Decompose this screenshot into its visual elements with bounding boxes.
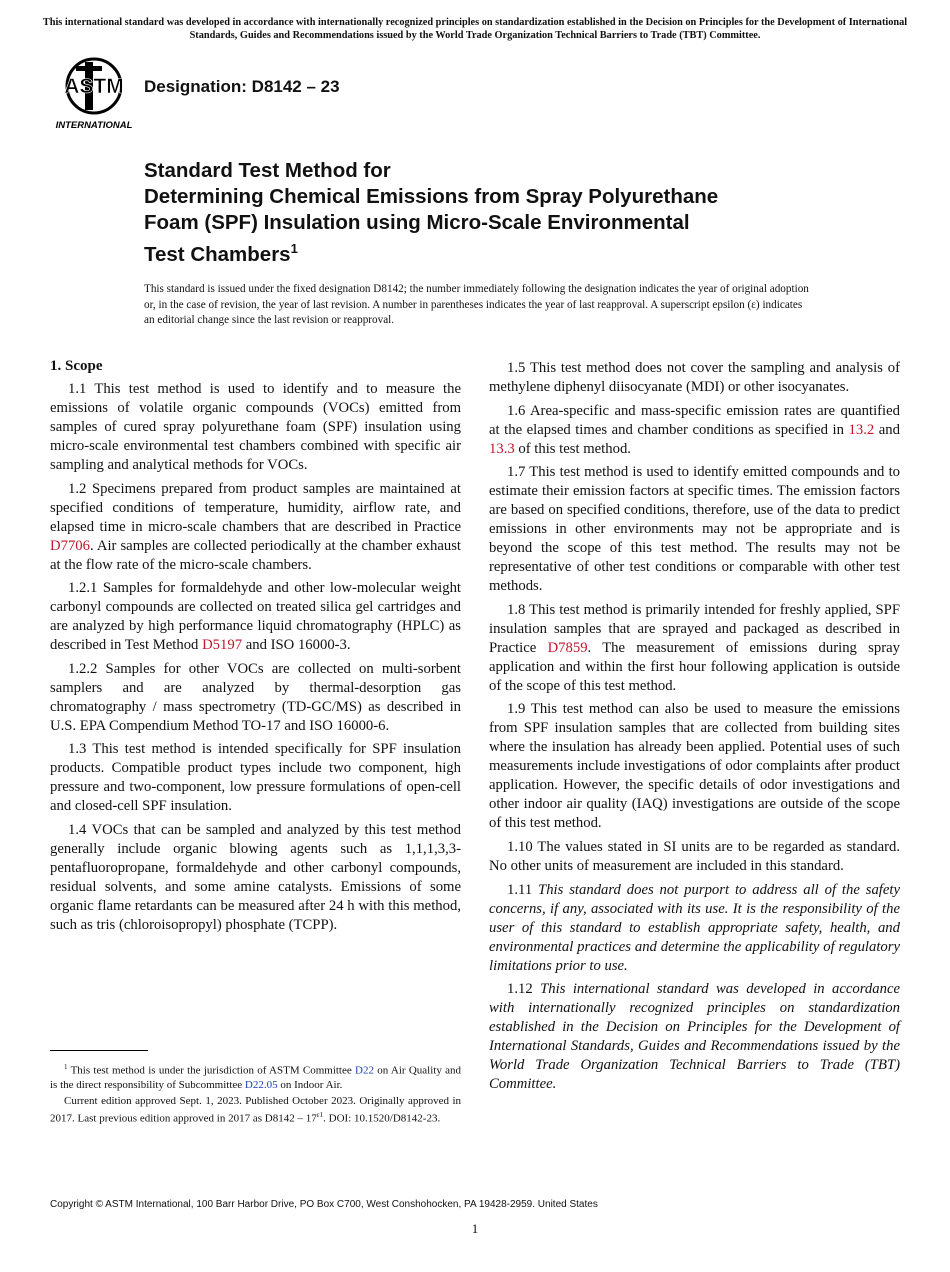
section-heading-scope: 1. Scope [50,358,103,374]
paragraph-1-6-text-a: 1.6 Area-specific and mass-specific emission rates are quantified at the elapsed times and chamber conditions as specified in [489,402,900,438]
paragraph-1-9: 1.9 This test method can also be used to measure the emissions from SPF insulation samples that are collected from building sites where the insulation has already been applied. Potential uses of such measurements include investigations of odor complaints after product application. However, the specific details of odor investigations and other indoor air quality (IAQ) investigations are outside of the scope of this test method. [489,701,900,832]
footnote-divider [50,1050,148,1051]
link-13-2[interactable]: 13.2 [848,421,875,438]
paragraph-1-2-2: 1.2.2 Samples for other VOCs are collected on multi-sorbent samplers and are analyzed by thermal-desorption gas chromatography / mass spectrometry (TD-GC/MS) as described in U.S. EPA Compendium Method TO-17 and ISO 16000-6. [50,660,461,734]
paragraph-1-2-text-a: 1.2 Specimens prepared from product samples are maintained at specified conditions of temperature, humidity, airflow rate, and elapsed time in micro-scale chambers that are described in Practice [50,480,461,535]
right-column [489,359,900,1099]
footnote-1 [50,1060,461,1093]
paragraph-1-6 [489,402,900,459]
paragraph-1-11-number: 1.11 [507,881,539,898]
paragraph-1-3: 1.3 This test method is intended specifically for SPF insulation products. Compatible product types include two component, high pressure and two-component, low pressure formulations of open-cell and closed-cell SPF insulation. [50,741,461,815]
page-number: 1 [471,1221,479,1236]
paragraph-1-5: 1.5 This test method does not cover the sampling and analysis of methylene diphenyl diisocyanate (MDI) or other isocyanates. [489,360,900,395]
issued-under-statement: This standard is issued under the fixed designation D8142; the number immediately following the designation indicates the year of original adoption or, in the case of revision, the year of last revision. A number in parentheses indicates the year of last reapproval. A superscript epsilon (ε) indicates an editorial change since the last revision or reapproval. [144,283,809,326]
paragraph-1-2 [50,480,461,575]
paragraph-1-12-text: This international standard was developed in accordance with internationally recognized principles on standardization established in the Decision on Principles for the Development of International Standards, Guides and Recommendations issued by the World Trade Organization Technical Barriers to Trade (TBT) Committee. [489,981,900,1093]
paragraph-1-8 [489,601,900,696]
title-line-4-text: Test Chambers [144,242,291,266]
paragraph-1-10: 1.10 The values stated in SI units are to be regarded as standard. No other units of measurement are included in this standard. [489,838,900,874]
document-title [144,158,844,268]
title-line-4 [144,236,844,268]
footnote-edition [50,1094,461,1127]
paragraph-1-2-1 [50,579,461,655]
footnote-mark: 1 [64,1063,68,1071]
footnote-epsilon: ε1 [316,1111,324,1120]
paragraph-1-12 [489,980,900,1094]
logo-subtext: INTERNATIONAL [55,120,133,131]
title-line-3: Foam (SPF) Insulation using Micro-Scale Environmental [144,211,690,234]
left-column [50,357,461,940]
footnote-1-text-c: on Indoor Air. [277,1079,343,1092]
footnote-1-text-b: on Air Quality and is the direct responsibility of Subcommittee [50,1064,461,1092]
paragraph-1-11-text: This standard does not purport to address all of the safety concerns, if any, associated with its use. It is the responsibility of the user of this standard to establish appropriate safety, health, and environmental practices and determine the applicability of regulatory limitations prior to use. [489,881,900,974]
link-13-3[interactable]: 13.3 [489,440,515,457]
footnote-edition-text-b: . DOI: 10.1520/D8142-23. [323,1112,441,1125]
title-footnote-mark: 1 [290,241,298,256]
tbt-notice: This international standard was developed in accordance with internationally recognized principles on standardization established in the Decision on Principles for the Development of International Standards, Guides and Recommendations issued by the World Trade Organization Technical Barriers to Trade (TBT) Committee. [42,17,908,41]
designation: Designation: D8142 – 23 [144,77,340,96]
paragraph-1-2-1-text-a: 1.2.1 Samples for formaldehyde and other low-molecular weight carbonyl compounds are collected on treated silica gel cartridges and are analyzed by high performance liquid chromatography (HPLC) as described in Test Method [50,580,461,654]
astm-international-logo [52,56,136,132]
paragraph-1-11 [489,881,900,976]
title-line-1: Standard Test Method for [144,159,391,182]
copyright-line: Copyright © ASTM International, 100 Barr Harbor Drive, PO Box C700, West Conshohocken, PA 19428-2959. United States [50,1199,598,1210]
paragraph-1-6-and: and [874,421,900,438]
footnote-1-text-a: This test method is under the jurisdiction of ASTM Committee [67,1064,356,1077]
link-d5197[interactable]: D5197 [202,637,243,654]
paragraph-1-8-text-b: . The measurement of emissions during spray application and within the first hour following application is outside of the scope of this test method. [489,639,900,694]
link-d22[interactable]: D22 [355,1064,374,1077]
footnote [50,1060,461,1127]
paragraph-1-4: 1.4 VOCs that can be sampled and analyzed by this test method generally include organic blowing agents such as 1,1,1,3,3-pentafluoropropane, formaldehyde and other carbonyl compounds, residual solvents, and some amine catalysts. Emissions of some organic flame retardants can be measured after 24 h with this method, such as tris (chloroisopropyl) phosphate (TCPP). [50,821,461,933]
link-d22-05[interactable]: D22.05 [244,1079,278,1092]
paragraph-1-8-text-a: 1.8 This test method is primarily intended for freshly applied, SPF insulation samples that are sprayed and packaged as described in Practice [489,601,900,656]
logo-text: ASTM [64,75,124,98]
link-d7859[interactable]: D7859 [547,639,588,656]
paragraph-1-1: 1.1 This test method is used to identify and to measure the emissions of volatile organic compounds (VOCs) emitted from samples of cured spray polyurethane foam (SPF) insulation using micro-scale environmental test chambers combined with specific air sampling and analytical methods for VOCs. [50,381,461,473]
paragraph-1-7: 1.7 This test method is used to identify emitted compounds and to estimate their emission factors at specific times. The emission factors are based on specified conditions, therefore, use of the data to predict emissions in other environments may not be appropriate and is beyond the scope of this test method. The results may not be representative of other test conditions or comparable with other test methods. [489,464,900,595]
paragraph-1-12-number: 1.12 [507,981,541,998]
title-line-2: Determining Chemical Emissions from Spray Polyurethane [144,185,719,208]
paragraph-1-2-text-b: . Air samples are collected periodically at the chamber exhaust at the flow rate of the micro-scale chambers. [50,537,461,573]
link-d7706[interactable]: D7706 [50,537,90,554]
footnote-edition-text-a: Current edition approved Sept. 1, 2023. Published October 2023. Originally approved in 2017. Last previous edition approved in 2017 as D8142 – 17 [50,1094,461,1125]
paragraph-1-6-text-b: of this test method. [514,440,631,457]
paragraph-1-2-1-text-b: and ISO 16000-3. [242,637,351,654]
